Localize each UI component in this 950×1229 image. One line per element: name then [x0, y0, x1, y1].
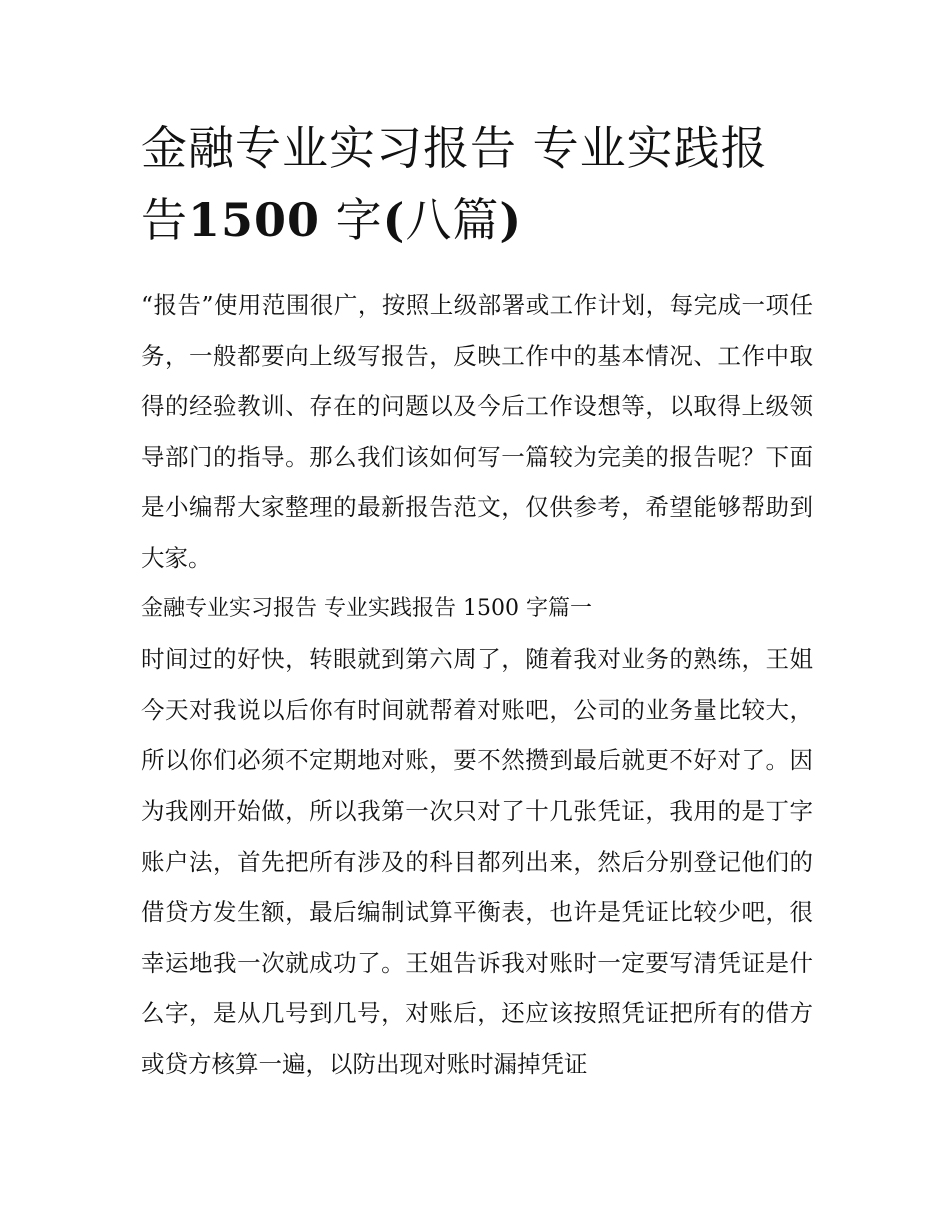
document-title — [141, 112, 813, 256]
title-text-part1: 金融专业实习报告 专业实践报 — [141, 121, 768, 175]
document-page — [141, 112, 813, 1090]
intro-paragraph: “报告”使用范围很广，按照上级部署或工作计划，每完成一项任务，一般都要向上级写报告，反映工作中的基本情况、工作中取得的经验教训、存在的问题以及今后工作设想等，以取得上级领导部门的指导。那么我们该如何写一篇较为完美的报告呢？下面是小编帮大家整理的最新报告范文，仅供参考，希望能够帮助到大家。 — [141, 291, 813, 572]
title-paren-close: ) — [499, 193, 523, 247]
title-paren-open: ( — [382, 193, 406, 247]
body-paragraph: 时间过的好快，转眼就到第六周了，随着我对业务的熟练，王姐今天对我说以后你有时间就帮着对账吧，公司的业务量比较大，所以你们必须不定期地对账，要不然攒到最后就更不好对了。因为我刚开始做，所以我第一次只对了十几张凭证，我用的是丁字账户法，首先把所有涉及的科目都列出来，然后分别登记他们的借贷方发生额，最后编制试算平衡表，也许是凭证比较少吧，很幸运地我一次就成功了。王姐告诉我对账时一定要写清凭证是什么字，是从几号到几号，对账后，还应该按照凭证把所有的借方或贷方核算一遍，以防出现对账时漏掉凭证 — [141, 645, 813, 1078]
section-title: 金融专业实习报告 专业实践报告 1500 字篇一 — [141, 595, 592, 621]
title-text-part2: 字 — [335, 193, 383, 247]
title-text-part1b: 告 — [141, 193, 188, 247]
title-text-part3: 八篇 — [405, 193, 500, 247]
title-number: 1500 — [188, 193, 321, 247]
